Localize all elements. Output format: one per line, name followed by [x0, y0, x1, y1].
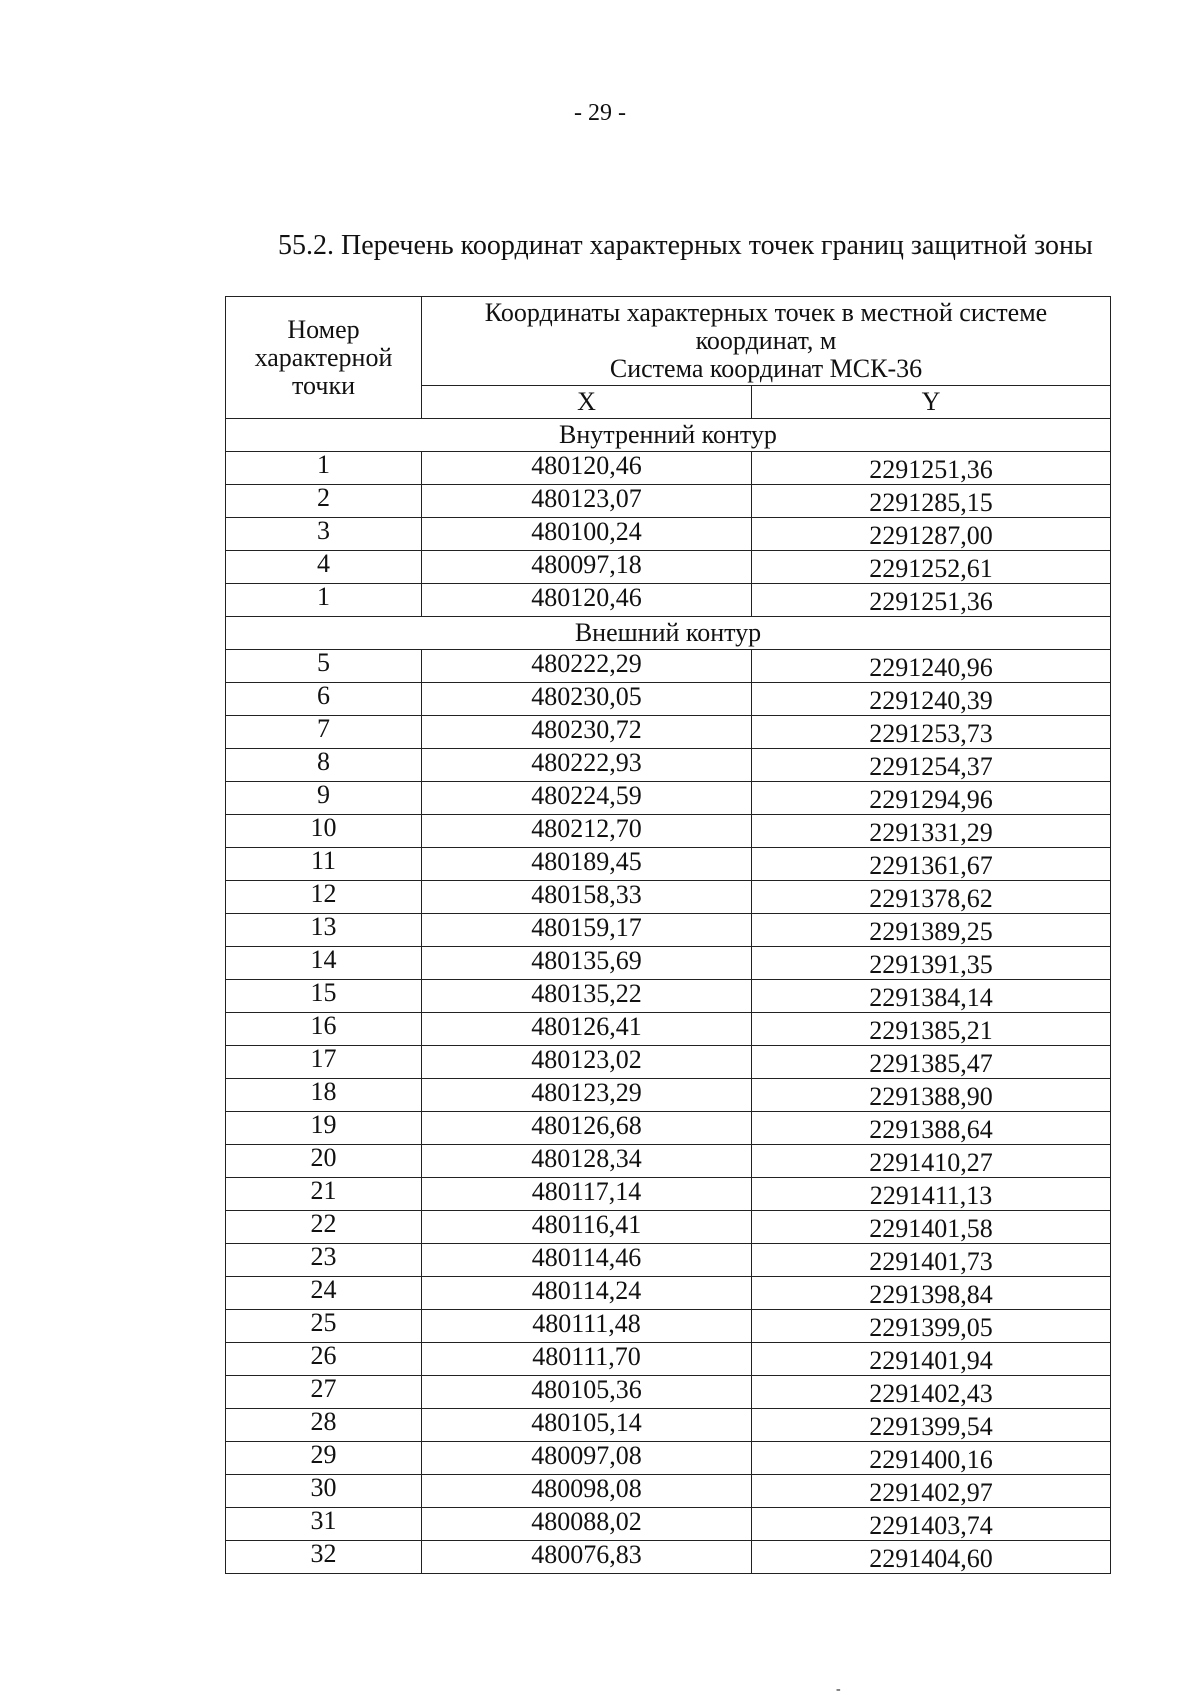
table-row [226, 1178, 1111, 1211]
x-coordinate-cell: 480123,07 [422, 485, 752, 518]
table-row [226, 1475, 1111, 1508]
x-coordinate-cell: 480114,46 [422, 1244, 752, 1277]
point-number-cell: 24 [226, 1277, 422, 1310]
y-coordinate-cell: 2291253,73 [752, 716, 1111, 749]
y-coordinate-cell: 2291287,00 [752, 518, 1111, 551]
coordinates-header-line: координат, м [695, 326, 837, 355]
x-coordinate-cell: 480097,08 [422, 1442, 752, 1475]
point-number-cell: 31 [226, 1508, 422, 1541]
table-row [226, 1145, 1111, 1178]
table-row [226, 749, 1111, 782]
point-number-cell: 3 [226, 518, 422, 551]
y-coordinate-cell: 2291403,74 [752, 1508, 1111, 1541]
y-coordinate-cell: 2291294,96 [752, 782, 1111, 815]
point-number-cell: 6 [226, 683, 422, 716]
y-coordinate-cell: 2291410,27 [752, 1145, 1111, 1178]
footer-mark: - [836, 1682, 841, 1697]
x-coordinate-cell: 480097,18 [422, 551, 752, 584]
section-row [226, 617, 1111, 650]
table-row [226, 1112, 1111, 1145]
y-coordinate-cell: 2291398,84 [752, 1277, 1111, 1310]
table-row [226, 815, 1111, 848]
y-coordinate-cell: 2291384,14 [752, 980, 1111, 1013]
point-number-cell: 4 [226, 551, 422, 584]
table-row [226, 1310, 1111, 1343]
table-row [226, 518, 1111, 551]
x-coordinate-cell: 480135,22 [422, 980, 752, 1013]
point-number-cell: 21 [226, 1178, 422, 1211]
x-coordinate-cell: 480128,34 [422, 1145, 752, 1178]
x-coordinate-cell: 480105,36 [422, 1376, 752, 1409]
y-coordinate-cell: 2291388,90 [752, 1079, 1111, 1112]
table-row [226, 452, 1111, 485]
x-coordinate-cell: 480230,72 [422, 716, 752, 749]
point-number-header-line: точки [292, 370, 355, 400]
y-column-header: Y [752, 386, 1111, 419]
y-coordinate-cell: 2291411,13 [752, 1178, 1111, 1211]
table-row [226, 1409, 1111, 1442]
x-coordinate-cell: 480230,05 [422, 683, 752, 716]
x-coordinate-cell: 480222,93 [422, 749, 752, 782]
point-number-cell: 17 [226, 1046, 422, 1079]
table-row [226, 914, 1111, 947]
table-row [226, 683, 1111, 716]
table-row [226, 1376, 1111, 1409]
y-coordinate-cell: 2291401,58 [752, 1211, 1111, 1244]
y-coordinate-cell: 2291402,97 [752, 1475, 1111, 1508]
table-row [226, 1277, 1111, 1310]
x-coordinate-cell: 480098,08 [422, 1475, 752, 1508]
table-row [226, 1244, 1111, 1277]
y-coordinate-cell: 2291401,94 [752, 1343, 1111, 1376]
y-coordinate-cell: 2291251,36 [752, 452, 1111, 485]
point-number-cell: 20 [226, 1145, 422, 1178]
x-coordinate-cell: 480116,41 [422, 1211, 752, 1244]
table-row [226, 1508, 1111, 1541]
section-row [226, 419, 1111, 452]
table-row [226, 650, 1111, 683]
table-row [226, 716, 1111, 749]
point-number-cell: 13 [226, 914, 422, 947]
x-column-header: X [422, 386, 752, 419]
table-row [226, 1079, 1111, 1112]
point-number-header-line: характерной [254, 342, 393, 372]
point-number-cell: 23 [226, 1244, 422, 1277]
y-coordinate-cell: 2291361,67 [752, 848, 1111, 881]
x-coordinate-cell: 480212,70 [422, 815, 752, 848]
point-number-cell: 14 [226, 947, 422, 980]
point-number-cell: 1 [226, 584, 422, 617]
point-number-cell: 2 [226, 485, 422, 518]
y-coordinate-cell: 2291252,61 [752, 551, 1111, 584]
point-number-cell: 9 [226, 782, 422, 815]
y-coordinate-cell: 2291391,35 [752, 947, 1111, 980]
point-number-cell: 12 [226, 881, 422, 914]
x-coordinate-cell: 480222,29 [422, 650, 752, 683]
point-number-cell: 27 [226, 1376, 422, 1409]
y-coordinate-cell: 2291402,43 [752, 1376, 1111, 1409]
point-number-cell: 32 [226, 1541, 422, 1574]
coordinates-header-line: Система координат МСК-36 [609, 354, 923, 383]
point-number-cell: 1 [226, 452, 422, 485]
coordinates-header [422, 297, 1111, 386]
x-coordinate-cell: 480111,70 [422, 1343, 752, 1376]
x-coordinate-cell: 480111,48 [422, 1310, 752, 1343]
x-coordinate-cell: 480126,68 [422, 1112, 752, 1145]
y-coordinate-cell: 2291385,47 [752, 1046, 1111, 1079]
point-number-cell: 15 [226, 980, 422, 1013]
x-coordinate-cell: 480189,45 [422, 848, 752, 881]
table-row [226, 1046, 1111, 1079]
table-row [226, 551, 1111, 584]
x-coordinate-cell: 480088,02 [422, 1508, 752, 1541]
table-row [226, 782, 1111, 815]
y-coordinate-cell: 2291388,64 [752, 1112, 1111, 1145]
point-number-cell: 11 [226, 848, 422, 881]
point-number-cell: 26 [226, 1343, 422, 1376]
x-coordinate-cell: 480105,14 [422, 1409, 752, 1442]
y-coordinate-cell: 2291399,05 [752, 1310, 1111, 1343]
y-coordinate-cell: 2291385,21 [752, 1013, 1111, 1046]
document-title: 55.2. Перечень координат характерных точек границ защитной зоны [278, 230, 1093, 261]
point-number-cell: 10 [226, 815, 422, 848]
y-coordinate-cell: 2291240,39 [752, 683, 1111, 716]
y-coordinate-cell: 2291285,15 [752, 485, 1111, 518]
table-row [226, 584, 1111, 617]
x-coordinate-cell: 480224,59 [422, 782, 752, 815]
x-coordinate-cell: 480158,33 [422, 881, 752, 914]
x-coordinate-cell: 480120,46 [422, 452, 752, 485]
point-number-cell: 30 [226, 1475, 422, 1508]
table-row [226, 848, 1111, 881]
section-title: Внешний контур [226, 617, 1111, 650]
x-coordinate-cell: 480100,24 [422, 518, 752, 551]
table-row [226, 1442, 1111, 1475]
point-number-cell: 25 [226, 1310, 422, 1343]
x-coordinate-cell: 480135,69 [422, 947, 752, 980]
coordinates-table [225, 296, 1111, 1574]
y-coordinate-cell: 2291399,54 [752, 1409, 1111, 1442]
point-number-cell: 16 [226, 1013, 422, 1046]
table-row [226, 485, 1111, 518]
table-row [226, 1211, 1111, 1244]
y-coordinate-cell: 2291401,73 [752, 1244, 1111, 1277]
point-number-cell: 8 [226, 749, 422, 782]
page-number: - 29 - [574, 100, 626, 126]
x-coordinate-cell: 480114,24 [422, 1277, 752, 1310]
point-number-cell: 18 [226, 1079, 422, 1112]
table-row [226, 1541, 1111, 1574]
table-row [226, 881, 1111, 914]
point-number-cell: 22 [226, 1211, 422, 1244]
x-coordinate-cell: 480159,17 [422, 914, 752, 947]
point-number-cell: 19 [226, 1112, 422, 1145]
point-number-cell: 28 [226, 1409, 422, 1442]
y-coordinate-cell: 2291251,36 [752, 584, 1111, 617]
y-coordinate-cell: 2291378,62 [752, 881, 1111, 914]
y-coordinate-cell: 2291400,16 [752, 1442, 1111, 1475]
y-coordinate-cell: 2291389,25 [752, 914, 1111, 947]
table-body [226, 419, 1111, 1574]
point-number-cell: 7 [226, 716, 422, 749]
point-number-header [226, 297, 422, 419]
table-row [226, 980, 1111, 1013]
y-coordinate-cell: 2291331,29 [752, 815, 1111, 848]
x-coordinate-cell: 480123,02 [422, 1046, 752, 1079]
y-coordinate-cell: 2291404,60 [752, 1541, 1111, 1574]
section-title: Внутренний контур [226, 419, 1111, 452]
table-row [226, 947, 1111, 980]
point-number-cell: 29 [226, 1442, 422, 1475]
point-number-cell: 5 [226, 650, 422, 683]
x-coordinate-cell: 480120,46 [422, 584, 752, 617]
table-header [226, 297, 1111, 419]
x-coordinate-cell: 480117,14 [422, 1178, 752, 1211]
point-number-header-line: Номер [287, 314, 360, 344]
table-row [226, 1343, 1111, 1376]
y-coordinate-cell: 2291240,96 [752, 650, 1111, 683]
coordinates-header-line: Координаты характерных точек в местной системе [484, 298, 1048, 327]
table-row [226, 1013, 1111, 1046]
x-coordinate-cell: 480076,83 [422, 1541, 752, 1574]
x-coordinate-cell: 480123,29 [422, 1079, 752, 1112]
x-coordinate-cell: 480126,41 [422, 1013, 752, 1046]
y-coordinate-cell: 2291254,37 [752, 749, 1111, 782]
